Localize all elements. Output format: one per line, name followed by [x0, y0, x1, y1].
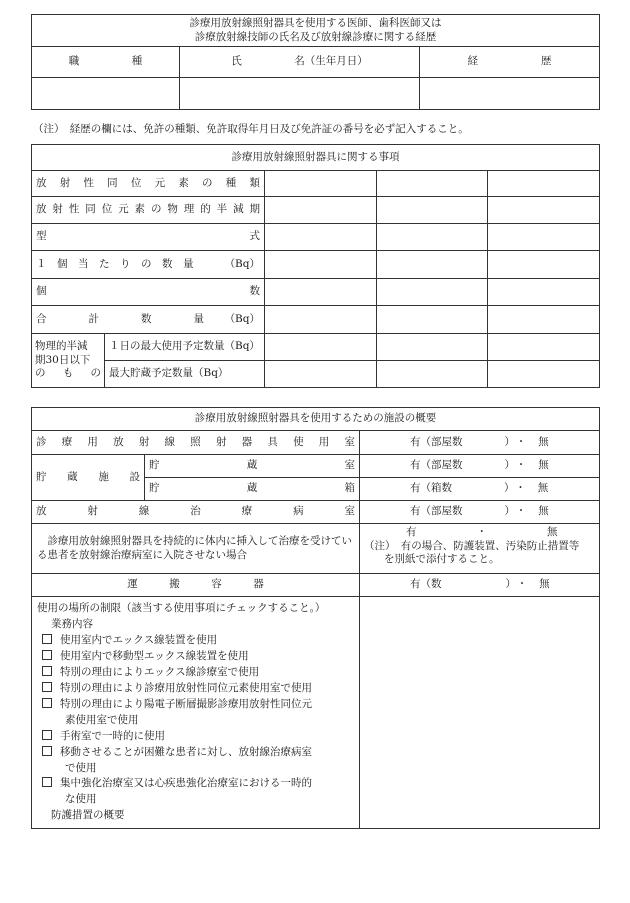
col-name-header: 氏 名（生年月日）: [180, 47, 420, 78]
check-item[interactable]: 特別の理由によりエックス線診療室で使用: [37, 665, 354, 681]
check-item[interactable]: 使用室内でエックス線装置を使用: [37, 633, 354, 649]
name-cell[interactable]: [180, 78, 420, 110]
checkbox[interactable]: [42, 666, 52, 676]
check-item[interactable]: 手術室で一時的に使用: [37, 729, 354, 745]
storage-room-label: 貯 蔵 室: [145, 455, 360, 478]
protection-label: 防護措置の概要: [51, 809, 125, 822]
device-table: [31, 144, 600, 388]
halflife-label: 放射性同位元素の物理的半減期: [32, 197, 265, 224]
checkbox[interactable]: [42, 634, 52, 644]
device-cell[interactable]: [265, 251, 377, 279]
device-cell[interactable]: [265, 306, 377, 334]
storage-box-label: 貯 蔵 箱: [145, 478, 360, 501]
transport-container-option[interactable]: 有（数 ） ・ 無: [360, 574, 600, 597]
device-cell[interactable]: [488, 224, 600, 251]
device-cell[interactable]: [488, 361, 600, 388]
device-cell[interactable]: [265, 197, 377, 224]
device-cell[interactable]: [265, 334, 377, 361]
restriction-detail-cell[interactable]: [360, 597, 600, 829]
device-cell[interactable]: [377, 334, 488, 361]
device-cell[interactable]: [265, 279, 377, 306]
storage-max-label: 最大貯蔵予定数量（Bq）: [105, 361, 265, 388]
device-cell[interactable]: [488, 171, 600, 197]
history-cell[interactable]: [420, 78, 600, 110]
checkbox[interactable]: [42, 650, 52, 660]
use-room-option[interactable]: 有（部屋数 ） ・ 無: [360, 431, 600, 455]
device-cell[interactable]: [488, 279, 600, 306]
facility-table-title: 診療用放射線照射器具を使用するための施設の概要: [32, 408, 600, 431]
short-halflife-label: 物理的半減 期30日以下 の も の: [32, 334, 105, 388]
therapy-ward-label: 放 射 線 治 療 病 室: [32, 501, 360, 524]
check-item[interactable]: 使用室内で移動型エックス線装置を使用: [37, 649, 354, 665]
staff-table-title: 診療用放射線照射器具を使用する医師、歯科医師又は 診療放射線技師の氏名及び放射線診療に関する経歴: [32, 15, 600, 47]
device-cell[interactable]: [265, 171, 377, 197]
device-cell[interactable]: [488, 334, 600, 361]
device-cell[interactable]: [488, 197, 600, 224]
permanent-implant-option[interactable]: 有 ・ 無 （注） 有の場合、防護装置、汚染防止措置等 を別紙で添付すること。: [360, 524, 600, 574]
restriction-cell: 使用の場所の制限（該当する使用事項にチェックすること。） 業務内容 使用室内でエックス線装置を使用 使用室内で移動型エックス線装置を使用 特別の理由によりエックス線診療室で使用 特別の理由により診療用放射性同位元素使用室で使用 特別の理由により陽電子断層撮影診療用放射性同位元 素使用室で使用 手術室で一時的に使用 移動させることが困難な患者に対し、放射線治療病室 で使用 集中強化治療室又は心疾患強化治療室における一時的 な使用 防護措置の概要: [32, 597, 360, 829]
facility-table: [31, 407, 600, 829]
check-item[interactable]: 集中強化治療室又は心疾患強化治療室における一時的: [37, 776, 354, 792]
device-table-title: 診療用放射線照射器具に関する事項: [32, 145, 600, 171]
col-job-header: 職 種: [32, 47, 180, 78]
storage-box-option[interactable]: 有（箱数 ） ・ 無: [360, 478, 600, 501]
device-cell[interactable]: [265, 361, 377, 388]
model-label: 型 式: [32, 224, 265, 251]
device-cell[interactable]: [377, 279, 488, 306]
restriction-title: 使用の場所の制限（該当する使用事項にチェックすること。）: [37, 602, 326, 614]
device-cell[interactable]: [265, 224, 377, 251]
checkbox[interactable]: [42, 698, 52, 708]
per-unit-quantity-label: １ 個 当 た り の 数 量 （Bq）: [32, 251, 265, 279]
device-cell[interactable]: [377, 171, 488, 197]
storage-facility-label: 貯 蔵 施 設: [32, 455, 145, 501]
check-item[interactable]: 特別の理由により診療用放射性同位元素使用室で使用: [37, 681, 354, 697]
device-cell[interactable]: [377, 224, 488, 251]
note-text: （注） 経歴の欄には、免許の種類、免許取得年月日及び免許証の番号を必ず記入すること。: [33, 123, 469, 135]
col-history-header: 経 歴: [420, 47, 600, 78]
check-item[interactable]: 移動させることが困難な患者に対し、放射線治療病室: [37, 745, 354, 761]
check-item[interactable]: 特別の理由により陽電子断層撮影診療用放射性同位元: [37, 697, 354, 713]
checkbox[interactable]: [42, 682, 52, 692]
storage-room-option[interactable]: 有（部屋数 ） ・ 無: [360, 455, 600, 478]
device-cell[interactable]: [377, 361, 488, 388]
device-cell[interactable]: [377, 306, 488, 334]
daily-max-label: １日の最大使用予定数量（Bq）: [105, 334, 265, 361]
use-room-label: 診 療 用 放 射 線 照 射 器 具 使 用 室: [32, 431, 360, 455]
device-cell[interactable]: [488, 306, 600, 334]
device-cell[interactable]: [377, 251, 488, 279]
job-cell[interactable]: [32, 78, 180, 110]
isotope-type-label: 放射性同位元素の種類: [32, 171, 265, 197]
staff-table: [31, 14, 600, 110]
device-cell[interactable]: [377, 197, 488, 224]
business-label: 業務内容: [51, 617, 93, 630]
total-quantity-label: 合 計 数 量 （Bq）: [32, 306, 265, 334]
permanent-implant-label: 診療用放射線照射器具を持続的に体内に挿入して治療を受けている患者を放射線治療病室に入院させない場合: [32, 524, 360, 574]
count-label: 個 数: [32, 279, 265, 306]
checkbox[interactable]: [42, 777, 52, 787]
transport-container-label: 運 搬 容 器: [32, 574, 360, 597]
device-cell[interactable]: [488, 251, 600, 279]
checkbox[interactable]: [42, 730, 52, 740]
therapy-ward-option[interactable]: 有（部屋数 ） ・ 無: [360, 501, 600, 524]
checkbox[interactable]: [42, 746, 52, 756]
